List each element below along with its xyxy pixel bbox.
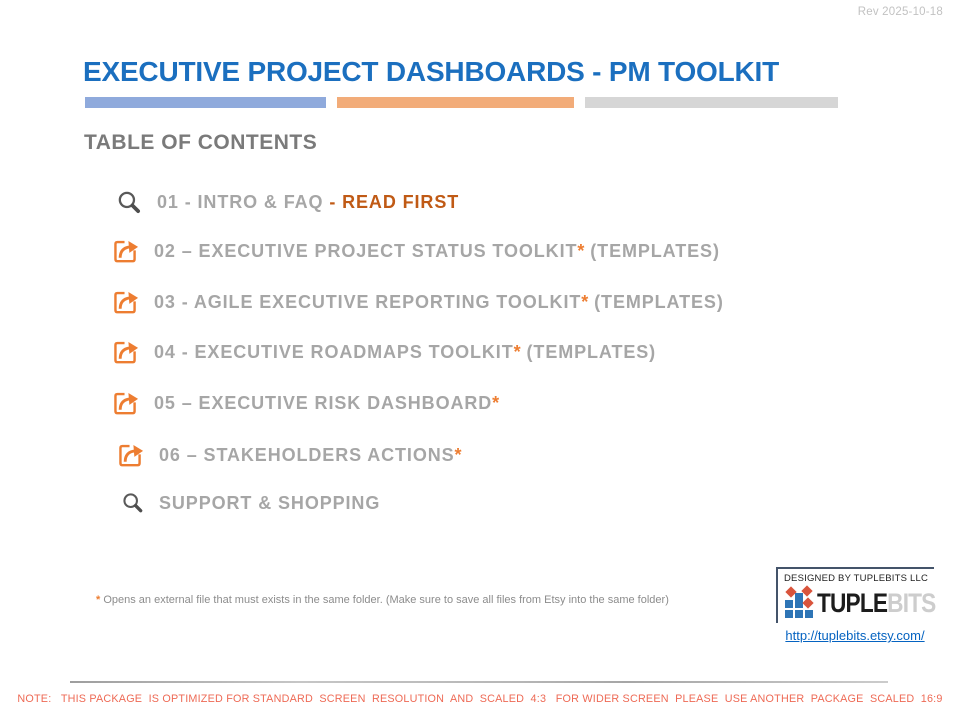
logo-text-tuple: TUPLE (817, 588, 888, 618)
toc-item-star: * (454, 444, 462, 465)
toc-item-02-executive-project-status-toolkit[interactable] (111, 234, 720, 268)
logo-text-bits: BITS (887, 588, 936, 618)
toc-item-star: * (581, 291, 589, 312)
footnote-asterisk: * (96, 594, 101, 606)
toc-item-03-agile-executive-reporting-toolkit[interactable] (111, 285, 724, 319)
toc-item-05-executive-risk-dashboard[interactable] (111, 386, 499, 420)
toc-item-06-stakeholders-actions[interactable] (116, 438, 462, 472)
toc-item-label (157, 192, 459, 213)
toc-item-label (154, 342, 656, 363)
footnote-text: Opens an external file that must exists in the same folder. (Make sure to save all files from Etsy into the same folder) (100, 594, 669, 606)
tuplebits-logo (784, 587, 934, 619)
brand-block (776, 567, 934, 623)
toc-item-text: 05 – EXECUTIVE RISK DASHBOARD (154, 392, 493, 413)
toc-item-label (154, 292, 724, 313)
tuplebits-mosaic-icon (784, 587, 814, 619)
share-icon (111, 237, 140, 266)
toc-item-suffix: (TEMPLATES) (520, 341, 657, 362)
title-underline-bar-blue (85, 97, 326, 108)
footnote (96, 594, 669, 606)
share-icon (111, 288, 140, 317)
toc-item-star: * (492, 392, 500, 413)
toc-item-accent: - READ FIRST (329, 191, 460, 212)
toc-item-label (154, 393, 499, 414)
footer-note: NOTE: THIS PACKAGE IS OPTIMIZED FOR STANDARD SCREEN RESOLUTION AND SCALED 4:3 FOR WIDER SCREEN PLEASE USE ANOTHER PACKAGE SCALED 16:9 (17, 693, 943, 705)
toc-item-star: * (513, 341, 521, 362)
toc-item-text: 04 - EXECUTIVE ROADMAPS TOOLKIT (154, 341, 514, 362)
toc-item-suffix: (TEMPLATES) (584, 240, 720, 261)
toc-item-01-intro-faq[interactable] (116, 185, 459, 219)
toc-item-support-shopping[interactable] (121, 486, 380, 520)
toc-item-text: 02 – EXECUTIVE PROJECT STATUS TOOLKIT (154, 240, 578, 261)
magnifier-icon (116, 189, 143, 216)
title-underline-bar-orange (337, 97, 574, 108)
share-icon (111, 338, 140, 367)
footer-divider-line (70, 681, 888, 683)
toc-item-label (159, 445, 462, 466)
magnifier-icon (121, 491, 145, 515)
revision-label: Rev 2025-10-18 (857, 6, 943, 18)
toc-item-text: 01 - INTRO & FAQ (157, 191, 330, 212)
toc-item-04-executive-roadmaps-toolkit[interactable] (111, 335, 656, 369)
toc-item-label (159, 493, 380, 514)
toc-item-text: SUPPORT & SHOPPING (159, 492, 381, 513)
toc-item-text: 06 – STAKEHOLDERS ACTIONS (159, 444, 455, 465)
toc-item-suffix: (TEMPLATES) (588, 291, 724, 312)
title-underline-bar-gray (585, 97, 838, 108)
tuplebits-logo-text (817, 588, 935, 618)
toc-item-text: 03 - AGILE EXECUTIVE REPORTING TOOLKIT (154, 291, 582, 312)
designed-by-label: DESIGNED BY TUPLEBITS LLC (784, 573, 929, 584)
toc-item-star: * (577, 240, 585, 261)
page-title: EXECUTIVE PROJECT DASHBOARDS - PM TOOLKIT (83, 56, 780, 87)
toc-heading: TABLE OF CONTENTS (84, 131, 318, 154)
share-icon (116, 441, 145, 470)
brand-link-wrap (776, 628, 934, 643)
toc-item-label (154, 241, 720, 262)
tuplebits-etsy-link[interactable]: http://tuplebits.etsy.com/ (785, 628, 925, 643)
share-icon (111, 389, 140, 418)
